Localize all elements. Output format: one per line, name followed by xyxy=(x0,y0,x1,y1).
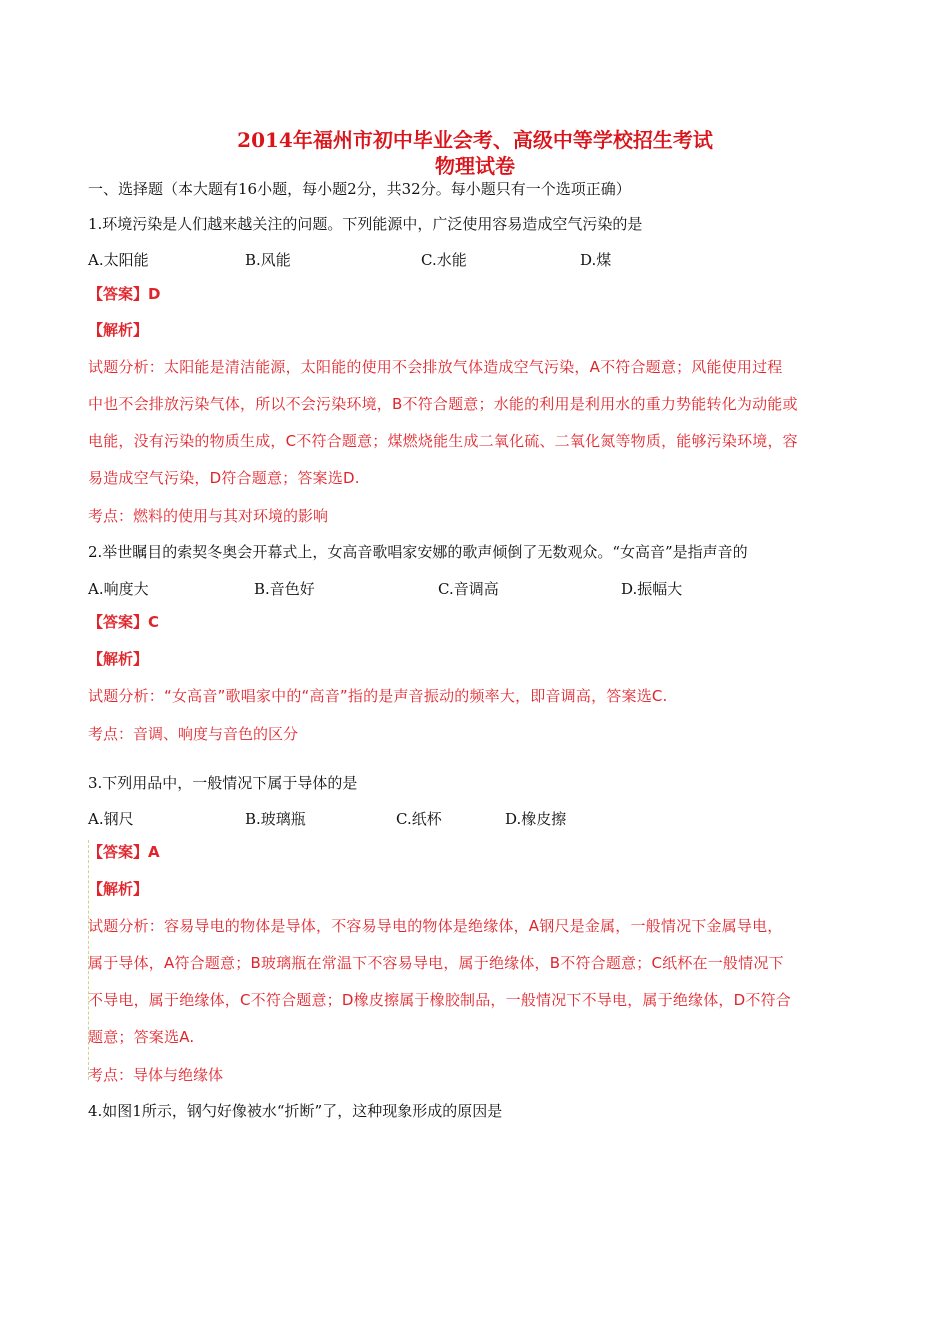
question-1-analysis-line: 试题分析：太阳能是清洁能源，太阳能的使用不会排放气体造成空气污染，A不符合题意；风能使用过程 xyxy=(88,358,783,376)
question-3-option-b: B.玻璃瓶 xyxy=(245,810,306,828)
question-2-stem: 2.举世瞩目的索契冬奥会开幕式上，女高音歌唱家安娜的歌声倾倒了无数观众。“女高音”是指声音的 xyxy=(88,543,748,561)
question-4-stem: 4.如图1所示，钢勺好像被水“折断”了，这种现象形成的原因是 xyxy=(88,1102,503,1120)
question-1-kaodian: 考点：燃料的使用与其对环境的影响 xyxy=(88,507,329,525)
question-1-analysis-line: 易造成空气污染，D符合题意；答案选D. xyxy=(88,469,360,487)
question-1-answer: 【答案】D xyxy=(88,285,161,303)
question-3-option-d: D.橡皮擦 xyxy=(505,810,567,828)
question-3-analysis-line: 不导电，属于绝缘体，C不符合题意；D橡皮擦属于橡胶制品，一般情况下不导电，属于绝缘体，D不符合 xyxy=(88,991,791,1009)
question-1-option-a: A.太阳能 xyxy=(88,251,149,269)
exam-title: 2014年福州市初中毕业会考、高级中等学校招生考试 xyxy=(237,128,713,152)
question-1-analysis-line: 中也不会排放污染气体，所以不会污染环境，B不符合题意；水能的利用是利用水的重力势能转化为动能或 xyxy=(88,395,798,413)
question-2-option-c: C.音调高 xyxy=(438,580,499,598)
question-1-option-d: D.煤 xyxy=(580,251,612,269)
question-3-kaodian: 考点：导体与绝缘体 xyxy=(88,1066,224,1084)
question-3-answer: 【答案】A xyxy=(88,843,160,861)
question-3-option-c: C.纸杯 xyxy=(396,810,442,828)
question-1-option-b: B.风能 xyxy=(245,251,291,269)
question-2-analysis-line: 试题分析：“女高音”歌唱家中的“高音”指的是声音振动的频率大，即音调高，答案选C. xyxy=(88,687,668,705)
question-3-option-a: A.钢尺 xyxy=(88,810,134,828)
question-2-option-b: B.音色好 xyxy=(254,580,315,598)
section-heading: 一、选择题（本大题有16小题，每小题2分，共32分。每小题只有一个选项正确） xyxy=(88,180,631,198)
question-3-analysis-line: 试题分析：容易导电的物体是导体，不容易导电的物体是绝缘体，A钢尺是金属，一般情况下金属导电， xyxy=(88,917,783,935)
question-1-analysis-line: 电能，没有污染的物质生成，C不符合题意；煤燃烧能生成二氧化硫、二氧化氮等物质，能够污染环境，容 xyxy=(88,432,798,450)
question-3-jiexi-label: 【解析】 xyxy=(88,880,149,898)
question-2-answer: 【答案】C xyxy=(88,613,160,631)
question-1-jiexi-label: 【解析】 xyxy=(88,321,149,339)
question-3-analysis-line: 属于导体，A符合题意；B玻璃瓶在常温下不容易导电，属于绝缘体，B不符合题意；C纸杯在一般情况下 xyxy=(88,954,784,972)
question-1-option-c: C.水能 xyxy=(421,251,467,269)
question-2-kaodian: 考点：音调、响度与音色的区分 xyxy=(88,725,299,743)
question-2-option-a: A.响度大 xyxy=(88,580,149,598)
question-1-stem: 1.环境污染是人们越来越关注的问题。下列能源中，广泛使用容易造成空气污染的是 xyxy=(88,215,643,233)
exam-subtitle: 物理试卷 xyxy=(435,154,515,178)
question-2-option-d: D.振幅大 xyxy=(621,580,683,598)
question-2-jiexi-label: 【解析】 xyxy=(88,650,149,668)
question-3-stem: 3.下列用品中，一般情况下属于导体的是 xyxy=(88,774,358,792)
question-3-analysis-line: 题意；答案选A. xyxy=(88,1028,195,1046)
